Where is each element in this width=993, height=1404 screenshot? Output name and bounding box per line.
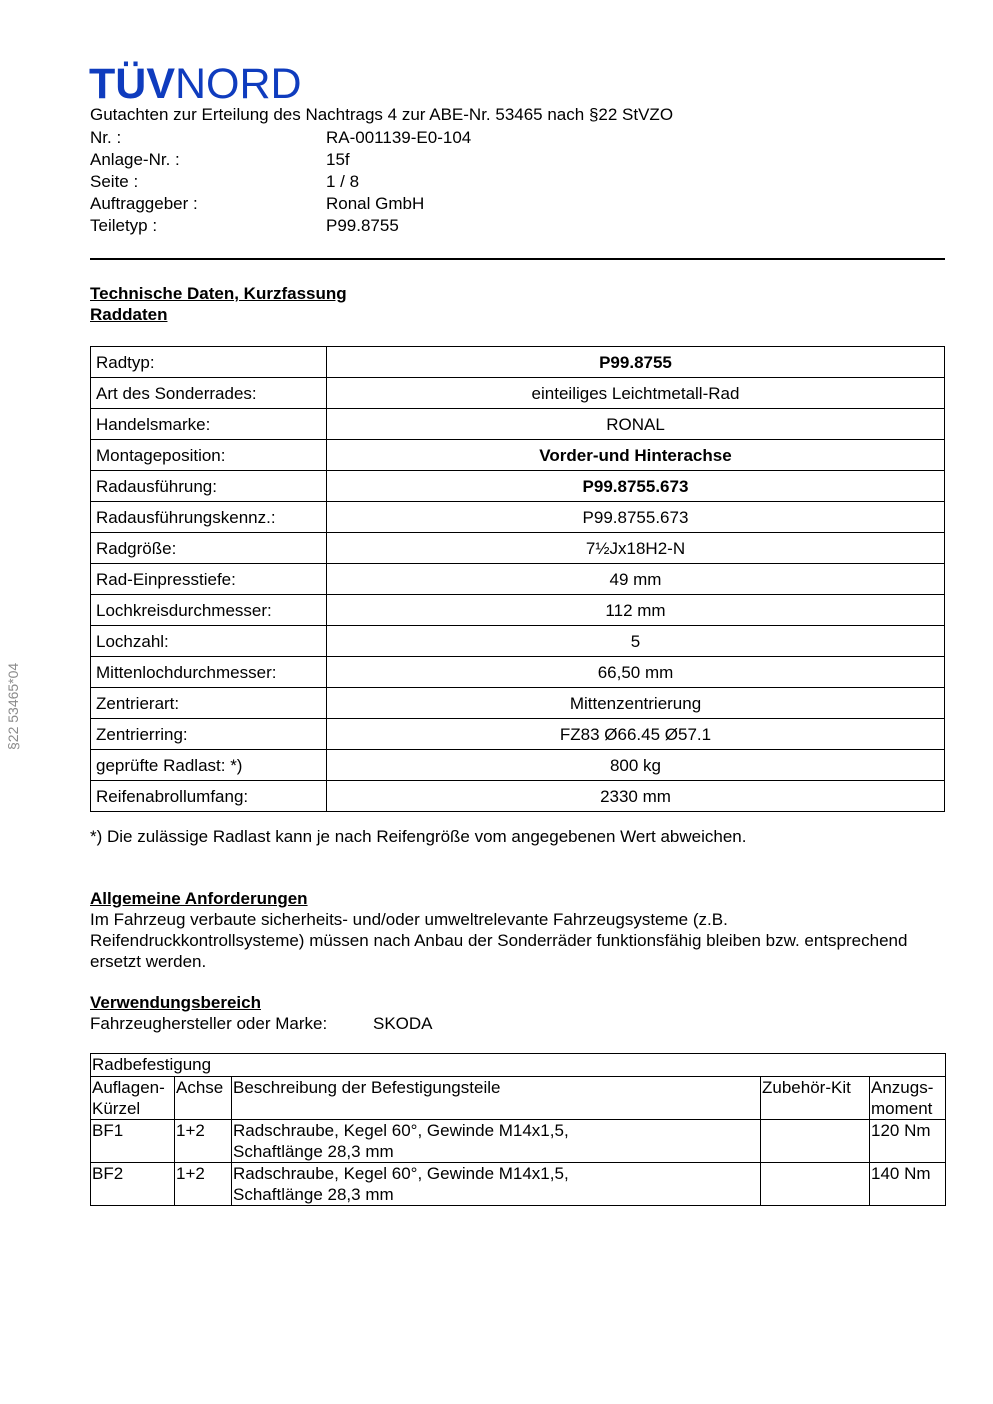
- meta-row-nr: [90, 127, 471, 149]
- logo-part-nord: NORD: [175, 60, 302, 108]
- befestigung-header-cell: Anzugs- moment: [870, 1077, 946, 1120]
- raddaten-row: [91, 626, 945, 657]
- befestigung-row-cell: [761, 1120, 870, 1163]
- befestigung-row-cell: Radschraube, Kegel 60°, Gewinde M14x1,5, Schaftlänge 28,3 mm: [232, 1120, 761, 1163]
- befestigung-row-cell: 140 Nm: [870, 1163, 946, 1206]
- befestigung-header: [91, 1077, 946, 1120]
- meta-row-seite: [90, 171, 471, 193]
- meta-row-auftraggeber: [90, 193, 471, 215]
- raddaten-row: [91, 781, 945, 812]
- section-title-usage: Verwendungsbereich: [90, 993, 261, 1012]
- raddaten-value: 112 mm: [327, 595, 945, 626]
- raddaten-row: [91, 688, 945, 719]
- raddaten-value: 66,50 mm: [327, 657, 945, 688]
- befestigung-title-row: [91, 1054, 946, 1077]
- befestigung-row-cell: [761, 1163, 870, 1206]
- usage-section: [90, 992, 433, 1034]
- befestigung-row-cell: 120 Nm: [870, 1120, 946, 1163]
- raddaten-value: 49 mm: [327, 564, 945, 595]
- befestigung-row-cell: Radschraube, Kegel 60°, Gewinde M14x1,5, Schaftlänge 28,3 mm: [232, 1163, 761, 1206]
- radbefestigung-table: [90, 1053, 946, 1206]
- meta-value: 15f: [326, 150, 350, 169]
- tuv-nord-logo: [89, 62, 302, 106]
- raddaten-label: Art des Sonderrades:: [91, 378, 327, 409]
- general-text: Im Fahrzeug verbaute sicherheits- und/oder umweltrelevante Fahrzeugsysteme (z.B. Reifendruckkontrollsysteme) müssen nach Anbau der Sonderräder funktionsfähig bleiben bzw. entsprechend ersetzt werden.: [90, 910, 908, 971]
- meta-label: Teiletyp :: [90, 216, 158, 235]
- raddaten-label: Radausführungskennz.:: [91, 502, 327, 533]
- befestigung-header-cell: Beschreibung der Befestigungsteile: [232, 1077, 761, 1120]
- usage-row: [90, 1013, 433, 1034]
- document-subtitle: Gutachten zur Erteilung des Nachtrags 4 zur ABE-Nr. 53465 nach §22 StVZO: [90, 105, 674, 124]
- footnote: *) Die zulässige Radlast kann je nach Reifengröße vom angegebenen Wert abweichen.: [90, 827, 747, 846]
- raddaten-value: Vorder-und Hinterachse: [327, 440, 945, 471]
- general-requirements: [90, 888, 945, 972]
- raddaten-value: 5: [327, 626, 945, 657]
- raddaten-value: RONAL: [327, 409, 945, 440]
- section-subtitle-raddaten: Raddaten: [90, 305, 168, 324]
- logo-part-tuv: TÜV: [89, 60, 175, 108]
- section-title-technical: Technische Daten, Kurzfassung: [90, 284, 347, 303]
- raddaten-label: Zentrierart:: [91, 688, 327, 719]
- meta-value: 1 / 8: [326, 172, 360, 191]
- meta-label: Seite :: [90, 172, 139, 191]
- raddaten-value: P99.8755.673: [327, 471, 945, 502]
- raddaten-label: Zentrierring:: [91, 719, 327, 750]
- befestigung-row-cell: 1+2: [175, 1163, 232, 1206]
- side-note: §22 53465*04: [5, 662, 21, 750]
- meta-block: [90, 127, 471, 237]
- raddaten-value: 2330 mm: [327, 781, 945, 812]
- raddaten-row: [91, 533, 945, 564]
- befestigung-row-cell: 1+2: [175, 1120, 232, 1163]
- befestigung-header-cell: Achse: [175, 1077, 232, 1120]
- raddaten-row: [91, 471, 945, 502]
- befestigung-row: [91, 1163, 946, 1206]
- meta-value: Ronal GmbH: [326, 194, 425, 213]
- raddaten-row: [91, 750, 945, 781]
- raddaten-label: Mittenlochdurchmesser:: [91, 657, 327, 688]
- raddaten-row: [91, 378, 945, 409]
- raddaten-value: 7½Jx18H2-N: [327, 533, 945, 564]
- raddaten-label: geprüfte Radlast: *): [91, 750, 327, 781]
- raddaten-value: P99.8755: [327, 347, 945, 378]
- raddaten-label: Radtyp:: [91, 347, 327, 378]
- header-divider: [90, 258, 945, 260]
- raddaten-label: Rad-Einpresstiefe:: [91, 564, 327, 595]
- raddaten-table: [90, 346, 945, 812]
- raddaten-label: Lochzahl:: [91, 626, 327, 657]
- section-title-general: Allgemeine Anforderungen: [90, 889, 308, 908]
- meta-row-teiletyp: [90, 215, 471, 237]
- raddaten-value: Mittenzentrierung: [327, 688, 945, 719]
- meta-row-anlage: [90, 149, 471, 171]
- usage-value: SKODA: [373, 1014, 433, 1033]
- meta-value: P99.8755: [326, 216, 399, 235]
- raddaten-value: FZ83 Ø66.45 Ø57.1: [327, 719, 945, 750]
- raddaten-row: [91, 347, 945, 378]
- meta-label: Auftraggeber :: [90, 194, 198, 213]
- befestigung-row: [91, 1120, 946, 1163]
- raddaten-row: [91, 657, 945, 688]
- befestigung-row-cell: BF2: [91, 1163, 175, 1206]
- raddaten-label: Handelsmarke:: [91, 409, 327, 440]
- raddaten-value: einteiliges Leichtmetall-Rad: [327, 378, 945, 409]
- raddaten-row: [91, 719, 945, 750]
- befestigung-row-cell: BF1: [91, 1120, 175, 1163]
- befestigung-header-cell: Auflagen- Kürzel: [91, 1077, 175, 1120]
- usage-label: Fahrzeughersteller oder Marke:: [90, 1014, 328, 1033]
- raddaten-label: Montageposition:: [91, 440, 327, 471]
- technical-section-heading: [90, 283, 347, 325]
- raddaten-row: [91, 595, 945, 626]
- meta-value: RA-001139-E0-104: [326, 128, 472, 147]
- raddaten-row: [91, 502, 945, 533]
- meta-label: Anlage-Nr. :: [90, 150, 180, 169]
- meta-label: Nr. :: [90, 128, 122, 147]
- raddaten-row: [91, 564, 945, 595]
- raddaten-value: 800 kg: [327, 750, 945, 781]
- raddaten-label: Reifenabrollumfang:: [91, 781, 327, 812]
- raddaten-label: Radgröße:: [91, 533, 327, 564]
- befestigung-title: Radbefestigung: [91, 1054, 946, 1077]
- befestigung-header-cell: Zubehör-Kit: [761, 1077, 870, 1120]
- raddaten-row: [91, 440, 945, 471]
- raddaten-label: Radausführung:: [91, 471, 327, 502]
- raddaten-row: [91, 409, 945, 440]
- raddaten-label: Lochkreisdurchmesser:: [91, 595, 327, 626]
- raddaten-value: P99.8755.673: [327, 502, 945, 533]
